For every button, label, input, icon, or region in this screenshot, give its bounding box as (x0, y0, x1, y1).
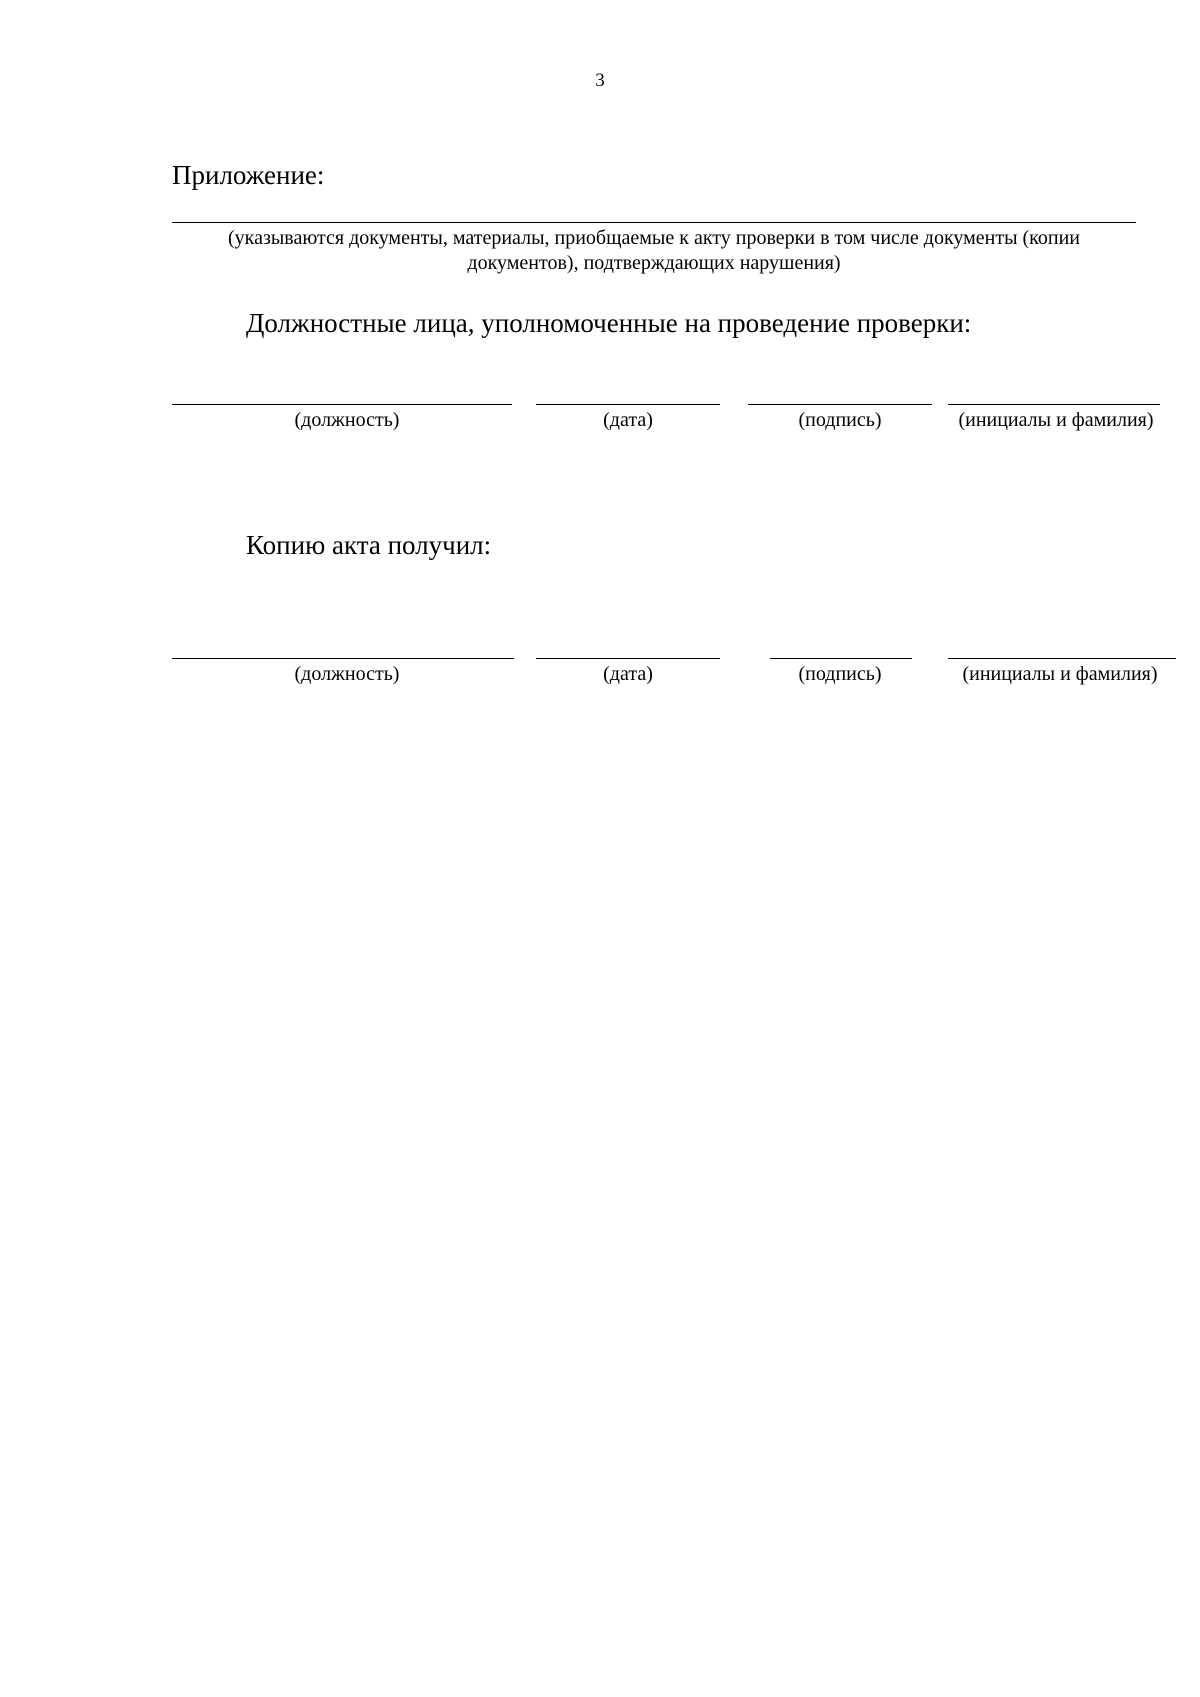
officials-position-label: (должность) (294, 409, 400, 431)
copy-date-label: (дата) (603, 663, 653, 685)
copy-name-line (948, 658, 1176, 659)
page-number: 3 (595, 70, 605, 91)
officials-title: Должностные лица, уполномоченные на проведение проверки: (246, 308, 972, 338)
copy-date-line (536, 658, 720, 659)
copy-received-title: Копию акта получил: (246, 530, 492, 560)
copy-position-line (172, 658, 514, 659)
officials-name-label: (инициалы и фамилия) (958, 409, 1154, 431)
officials-name-line (948, 404, 1160, 405)
attachment-note-line-2: документов), подтверждающих нарушения) (467, 252, 841, 274)
attachment-note (172, 226, 1136, 276)
copy-position-label: (должность) (294, 663, 400, 685)
officials-date-line (536, 404, 720, 405)
officials-position-line (172, 404, 512, 405)
attachment-note-line-1: (указываются документы, материалы, приобщаемые к акту проверки в том числе документы (копии (228, 227, 1080, 249)
copy-signature-line (770, 658, 912, 659)
officials-date-label: (дата) (603, 409, 653, 431)
attachment-blank-line (172, 222, 1136, 223)
officials-signature-label: (подпись) (798, 409, 882, 431)
copy-signature-label: (подпись) (798, 663, 882, 685)
attachment-label: Приложение: (172, 160, 325, 190)
copy-name-label: (инициалы и фамилия) (962, 663, 1158, 685)
officials-signature-line (748, 404, 932, 405)
